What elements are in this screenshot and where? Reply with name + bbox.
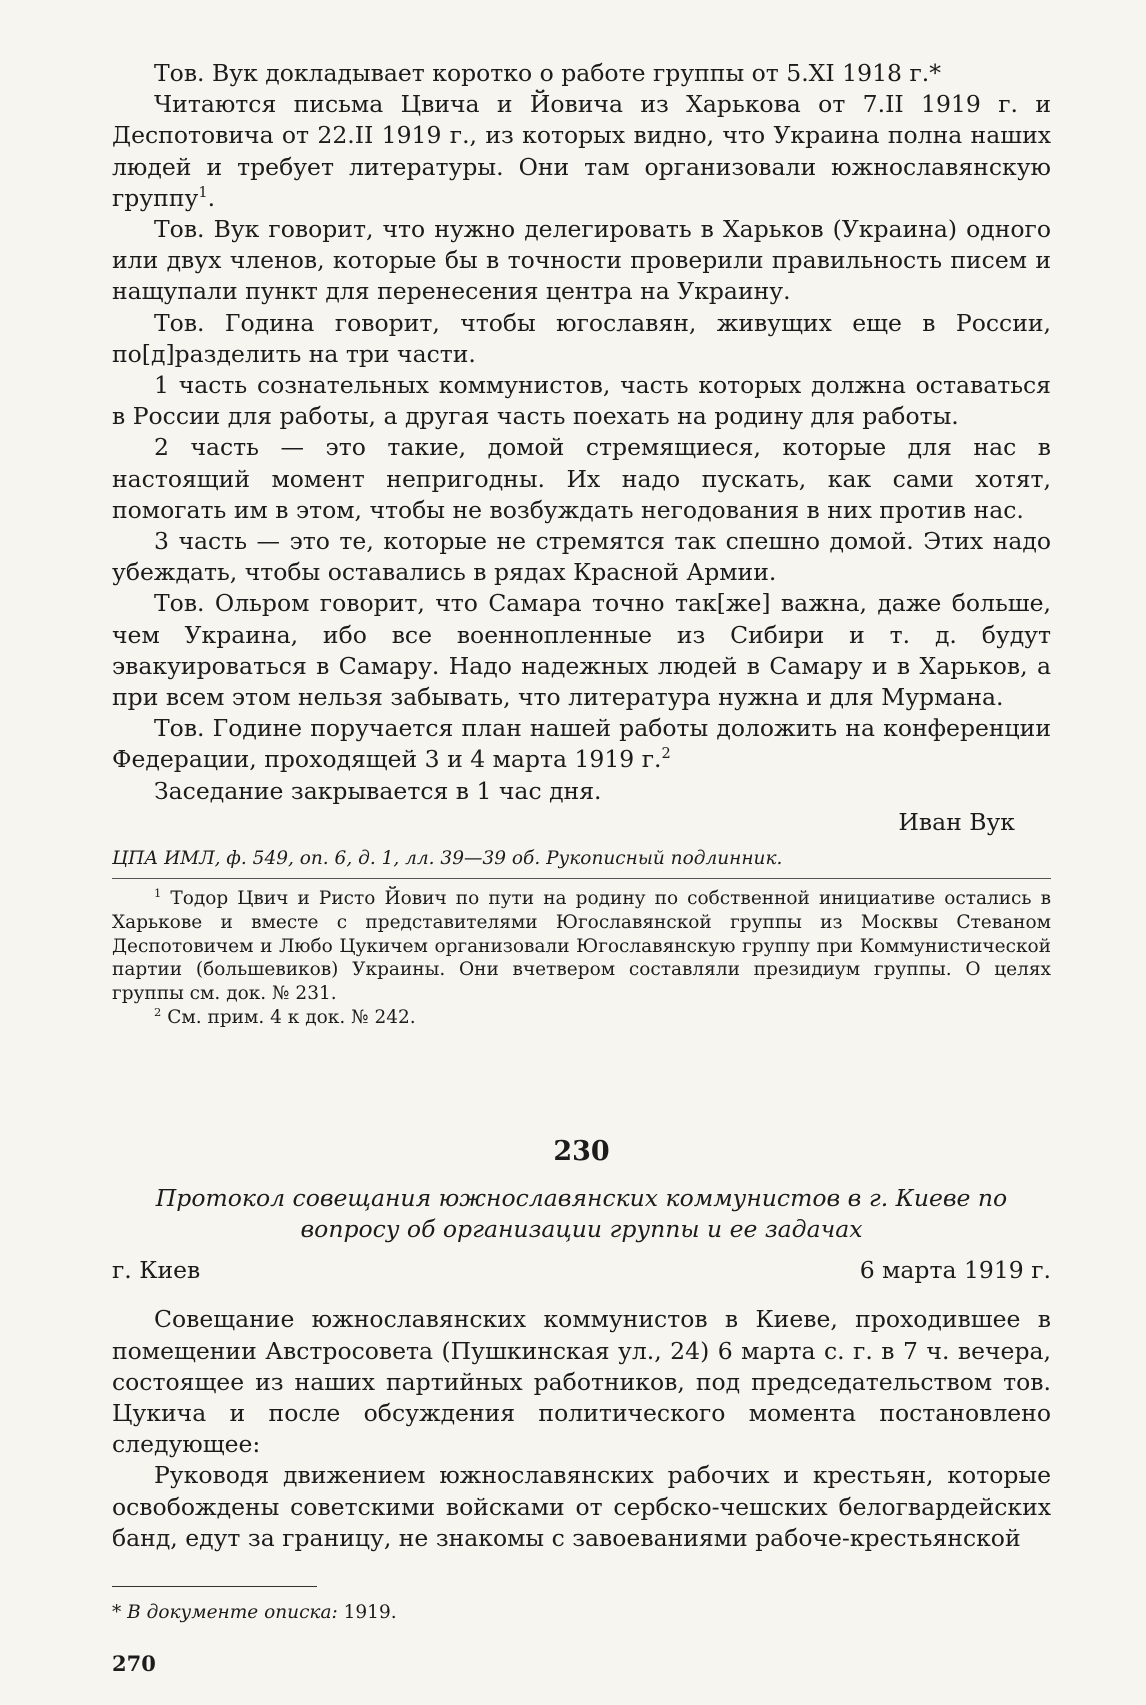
document-title: Протокол совещания южнославянских коммунистов в г. Киеве по вопросу об организации группы и ее задачах: [155, 1183, 1008, 1244]
document-body: [112, 1304, 1051, 1554]
page-footnote: * В документе описка: 1919.: [112, 1602, 397, 1624]
top-section: [112, 58, 1051, 807]
archive-source: ЦПА ИМЛ, ф. 549, оп. 6, д. 1, лл. 39—39 об. Рукописный подлинник.: [112, 846, 1051, 879]
paragraph: Читаются письма Цвичa и Йовича из Харькова от 7.II 1919 г. и Деспотовича от 22.II 1919 г., из которых видно, что Украина полна наших людей и требует литературы. Они там организовали южнославянскую группу$^1$.: [112, 90, 1051, 212]
footnote-ref[interactable]: 2: [661, 745, 671, 763]
paragraph: Тов. Вук говорит, что нужно делегировать в Харьков (Украина) одного или двух членов, которые бы в точности проверили правильность писем и нащупали пункт для перенесения центра на Украину.: [112, 215, 1051, 306]
date: 6 марта 1919 г.: [859, 1256, 1051, 1285]
place-date-line: [112, 1255, 1051, 1286]
endnotes: [112, 887, 1051, 1030]
paragraph: Руководя движением южнославянских рабочих и крестьян, которые освобождены советскими войсками от сербско-чешских белогвардейских банд, едут за границу, не знакомы с завоеваниями рабоче-крестьянской: [112, 1461, 1051, 1552]
footnote-divider: [112, 1586, 317, 1587]
endnote: $^1$ Тодор Цвич и Ристо Йович по пути на родину по собственной инициативе остались в Харькове и вместе с представителями Югославянской группы из Москвы Стеваном Деспотовичем и Любо Цукичем организовали Югославянскую группу при Коммунистической партии (большевиков) Украины. Они вчетвером составляли президиум группы. О целях группы см. док. № 231.: [112, 885, 1051, 1005]
place: г. Киев: [112, 1256, 201, 1285]
paragraph: 2 часть — это такие, домой стремящиеся, которые для нас в настоящий момент непригодны. Их надо пускать, как сами хотят, помогать им в этом, чтобы не возбуждать негодования в них против нас.: [112, 433, 1051, 524]
paragraph: Заседание закрывается в 1 час дня.: [154, 776, 602, 805]
endnote: $^2$ См. прим. 4 к док. № 242.: [154, 1004, 416, 1029]
document-number: 230: [553, 1135, 610, 1167]
paragraph: Тов. Године поручается план нашей работы доложить на конференции Федерации, проходящей 3 и 4 марта 1919 г.$^2$: [112, 714, 1051, 774]
footnote-ref[interactable]: 1: [198, 183, 208, 201]
paragraph: Тов. Година говорит, чтобы югославян, живущих еще в России, по[д]разделить на три части.: [112, 308, 1051, 368]
page-number: 270: [112, 1651, 156, 1677]
paragraph: Тов. Ольром говорит, что Самара точно так[же] важна, даже больше, чем Украина, ибо все военнопленные из Сибири и т. д. будут эвакуироваться в Самару. Надо надежных людей в Самару и в Харьков, а при всем этом нельзя забывать, что литература нужна и для Мурмана.: [112, 589, 1051, 712]
paragraph: 1 часть сознательных коммунистов, часть которых должна оставаться в России для работы, а другая часть поехать на родину для работы.: [112, 371, 1051, 431]
paragraph: Совещание южнославянских коммунистов в Киеве, проходившее в помещении Австросовета (Пушкинская ул., 24) 6 марта с. г. в 7 ч. вечера, состоящее из наших партийных работников, под председательством тов. Цукича и после обсуждения политического момента постановлено следующее:: [112, 1305, 1051, 1459]
paragraph: 3 часть — это те, которые не стремятся так спешно домой. Этих надо убеждать, чтобы оставались в рядах Красной Армии.: [112, 527, 1051, 587]
paragraph: Тов. Вук докладывает коротко о работе группы от 5.XI 1918 г.*: [154, 59, 941, 87]
signature: Иван Вук: [898, 807, 1015, 836]
